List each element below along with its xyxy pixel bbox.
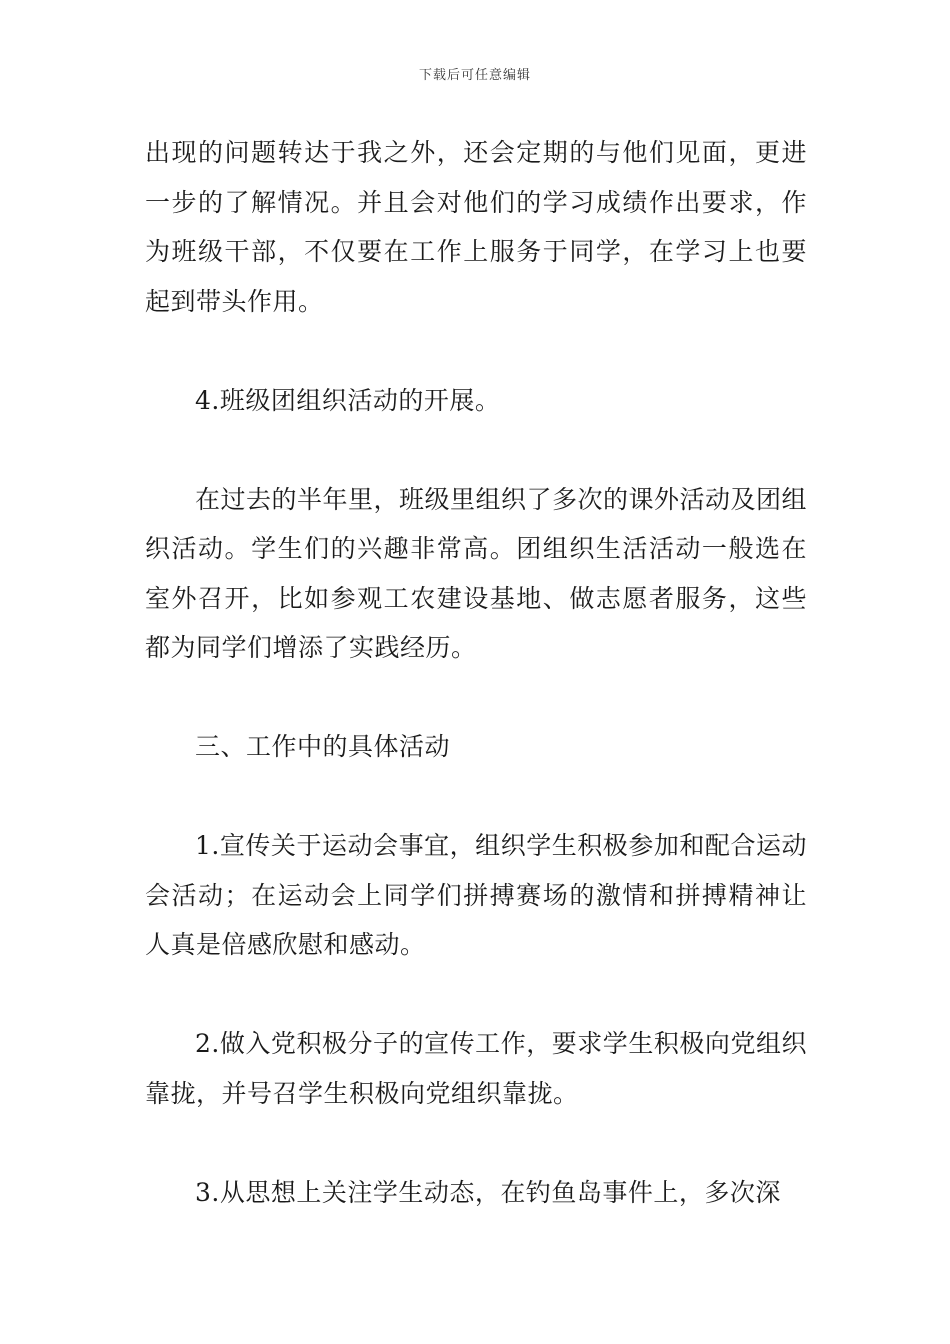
page-header: 下载后可任意编辑	[418, 68, 531, 83]
paragraph-continuation: 出现的问题转达于我之外，还会定期的与他们见面，更进一步的了解情况。并且会对他们的学习成绩作出要求，作为班级干部，不仅要在工作上服务于同学，在学习上也要起到带头作用。	[145, 138, 807, 316]
section-three-heading: 三、工作中的具体活动	[195, 732, 451, 761]
paragraph-item-2: 2.做入党积极分子的宣传工作，要求学生积极向党组织靠拢，并号召学生积极向党组织靠拢。	[145, 1029, 807, 1108]
paragraph-item-3: 3.从思想上关注学生动态，在钓鱼岛事件上，多次深	[195, 1177, 781, 1207]
paragraph-spacer	[145, 970, 807, 1020]
paragraph-spacer	[145, 673, 807, 723]
section-item-4-heading: 4.班级团组织活动的开展。	[195, 385, 501, 415]
paragraph-item-1: 1.宣传关于运动会事宜，组织学生积极参加和配合运动会活动；在运动会上同学们拼搏赛场的激情和拼搏精神让人真是倍感欣慰和感动。	[145, 831, 807, 959]
paragraph-spacer	[145, 326, 807, 376]
paragraph-spacer	[145, 425, 807, 475]
document-body	[145, 128, 807, 1217]
paragraph-spacer	[145, 772, 807, 822]
paragraph-league-activities: 在过去的半年里，班级里组织了多次的课外活动及团组织活动。学生们的兴趣非常高。团组织生活活动一般选在室外召开，比如参观工农建设基地、做志愿者服务，这些都为同学们增添了实践经历。	[145, 484, 808, 662]
paragraph-spacer	[145, 1118, 807, 1168]
